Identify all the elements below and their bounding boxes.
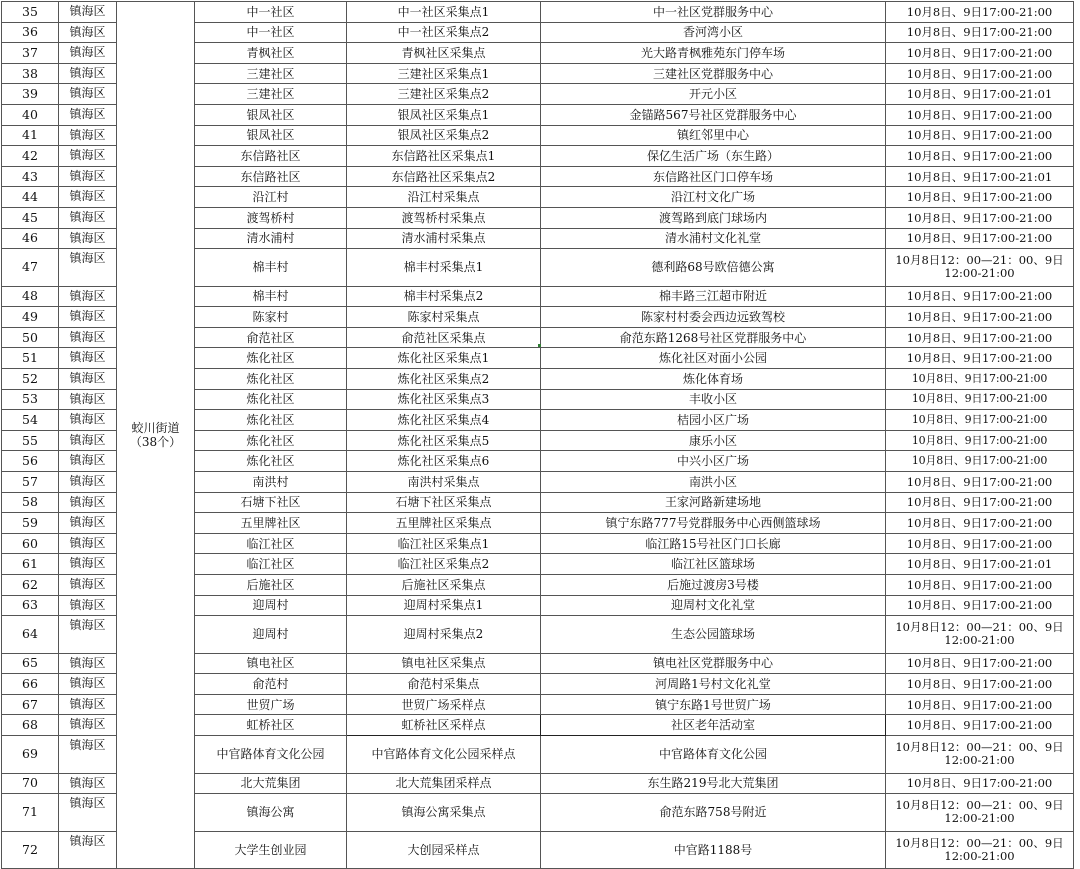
row-number-cell: 38: [2, 63, 59, 84]
district-cell: 镇海区: [59, 430, 117, 451]
row-number-cell: 63: [2, 595, 59, 616]
row-number-cell: 42: [2, 146, 59, 167]
sampling-point-cell: 南洪村采集点: [347, 471, 541, 492]
location-cell: 南洪小区: [541, 471, 886, 492]
time-cell: 10月8日、9日17:00-21:01: [886, 166, 1074, 187]
time-cell: 10月8日12：00—21：00、9日12:00-21:00: [886, 794, 1074, 832]
time-cell: 10月8日、9日17:00-21:00: [886, 715, 1074, 736]
community-cell: 中一社区: [195, 22, 347, 43]
sampling-point-cell: 中一社区采集点1: [347, 2, 541, 23]
time-cell: 10月8日、9日17:00-21:00: [886, 146, 1074, 167]
district-cell: 镇海区: [59, 471, 117, 492]
row-number-cell: 56: [2, 451, 59, 472]
community-cell: 东信路社区: [195, 146, 347, 167]
time-cell: 10月8日、9日17:00-21:00: [886, 43, 1074, 64]
time-cell: 10月8日、9日17:00-21:00: [886, 410, 1074, 431]
district-cell: 镇海区: [59, 228, 117, 249]
district-cell: 镇海区: [59, 166, 117, 187]
location-cell: 镇电社区党群服务中心: [541, 653, 886, 674]
sampling-point-cell: 虹桥社区采样点: [347, 715, 541, 736]
row-number-cell: 57: [2, 471, 59, 492]
community-cell: 棉丰村: [195, 249, 347, 287]
street-name: 蛟川街道: [131, 421, 180, 436]
row-number-cell: 62: [2, 574, 59, 595]
location-cell: 炼化社区对面小公园: [541, 348, 886, 369]
location-cell: 社区老年活动室: [541, 715, 886, 736]
row-number-cell: 59: [2, 513, 59, 534]
row-number-cell: 64: [2, 616, 59, 654]
community-cell: 炼化社区: [195, 389, 347, 410]
district-cell: 镇海区: [59, 207, 117, 228]
sampling-point-cell: 镇海公寓采集点: [347, 794, 541, 832]
location-cell: 镇宁东路777号党群服务中心西侧篮球场: [541, 513, 886, 534]
sampling-point-cell: 世贸广场采样点: [347, 694, 541, 715]
community-cell: 中一社区: [195, 2, 347, 23]
sampling-point-cell: 后施社区采集点: [347, 574, 541, 595]
time-cell: 10月8日、9日17:00-21:00: [886, 653, 1074, 674]
row-number-cell: 61: [2, 554, 59, 575]
community-cell: 俞范社区: [195, 327, 347, 348]
row-number-cell: 52: [2, 369, 59, 390]
sampling-point-cell: 三建社区采集点2: [347, 84, 541, 105]
row-number-cell: 55: [2, 430, 59, 451]
district-cell: 镇海区: [59, 736, 117, 774]
location-cell: 清水浦村文化礼堂: [541, 228, 886, 249]
row-number-cell: 54: [2, 410, 59, 431]
location-cell: 德利路68号欧倍德公寓: [541, 249, 886, 287]
district-cell: 镇海区: [59, 125, 117, 146]
location-cell: 康乐小区: [541, 430, 886, 451]
time-cell: 10月8日、9日17:00-21:00: [886, 595, 1074, 616]
row-number-cell: 60: [2, 533, 59, 554]
district-cell: 镇海区: [59, 63, 117, 84]
district-cell: 镇海区: [59, 616, 117, 654]
location-cell: 镇宁东路1号世贸广场: [541, 694, 886, 715]
district-cell: 镇海区: [59, 43, 117, 64]
row-number-cell: 45: [2, 207, 59, 228]
location-cell: 沿江村文化广场: [541, 187, 886, 208]
sampling-point-cell: 北大荒集团采样点: [347, 773, 541, 794]
location-cell: 棉丰路三江超市附近: [541, 286, 886, 307]
location-cell: 临江路15号社区门口长廊: [541, 533, 886, 554]
sampling-point-cell: 沿江村采集点: [347, 187, 541, 208]
row-number-cell: 72: [2, 831, 59, 869]
community-cell: 虹桥社区: [195, 715, 347, 736]
time-cell: 10月8日、9日17:00-21:00: [886, 574, 1074, 595]
time-cell: 10月8日、9日17:00-21:00: [886, 430, 1074, 451]
sampling-point-cell: 银凤社区采集点1: [347, 104, 541, 125]
location-cell: 光大路青枫雅苑东门停车场: [541, 43, 886, 64]
time-cell: 10月8日、9日17:00-21:00: [886, 773, 1074, 794]
time-cell: 10月8日、9日17:00-21:00: [886, 104, 1074, 125]
sampling-point-cell: 炼化社区采集点2: [347, 369, 541, 390]
community-cell: 俞范村: [195, 674, 347, 695]
location-cell: 王家河路新建场地: [541, 492, 886, 513]
community-cell: 炼化社区: [195, 348, 347, 369]
district-cell: 镇海区: [59, 389, 117, 410]
row-number-cell: 47: [2, 249, 59, 287]
community-cell: 世贸广场: [195, 694, 347, 715]
district-cell: 镇海区: [59, 146, 117, 167]
row-number-cell: 43: [2, 166, 59, 187]
sampling-point-cell: 陈家村采集点: [347, 307, 541, 328]
community-cell: 炼化社区: [195, 430, 347, 451]
location-cell: 桔园小区广场: [541, 410, 886, 431]
sampling-point-cell: 石塘下社区采集点: [347, 492, 541, 513]
sampling-point-cell: 临江社区采集点2: [347, 554, 541, 575]
time-cell: 10月8日、9日17:00-21:00: [886, 451, 1074, 472]
row-number-cell: 36: [2, 22, 59, 43]
community-cell: 镇海公寓: [195, 794, 347, 832]
community-cell: 镇电社区: [195, 653, 347, 674]
location-cell: 三建社区党群服务中心: [541, 63, 886, 84]
location-cell: 后施过渡房3号楼: [541, 574, 886, 595]
location-cell: 俞范东路758号附近: [541, 794, 886, 832]
street-cell: [117, 2, 195, 869]
community-cell: 三建社区: [195, 63, 347, 84]
row-number-cell: 70: [2, 773, 59, 794]
community-cell: 棉丰村: [195, 286, 347, 307]
community-cell: 青枫社区: [195, 43, 347, 64]
community-cell: 清水浦村: [195, 228, 347, 249]
time-cell: 10月8日、9日17:00-21:00: [886, 389, 1074, 410]
time-cell: 10月8日12：00—21：00、9日12:00-21:00: [886, 616, 1074, 654]
sampling-point-cell: 炼化社区采集点3: [347, 389, 541, 410]
community-cell: 迎周村: [195, 595, 347, 616]
location-cell: 香河湾小区: [541, 22, 886, 43]
time-cell: 10月8日、9日17:00-21:00: [886, 327, 1074, 348]
row-number-cell: 50: [2, 327, 59, 348]
time-cell: 10月8日12：00—21：00、9日12:00-21:00: [886, 831, 1074, 869]
sampling-point-cell: 渡驾桥村采集点: [347, 207, 541, 228]
location-cell: 陈家村村委会西边远致驾校: [541, 307, 886, 328]
district-cell: 镇海区: [59, 22, 117, 43]
sampling-point-cell: 清水浦村采集点: [347, 228, 541, 249]
table-row: [2, 2, 1074, 23]
district-cell: 镇海区: [59, 369, 117, 390]
district-cell: 镇海区: [59, 104, 117, 125]
time-cell: 10月8日、9日17:00-21:00: [886, 513, 1074, 534]
time-cell: 10月8日、9日17:00-21:00: [886, 369, 1074, 390]
community-cell: 银凤社区: [195, 104, 347, 125]
sampling-point-cell: 中一社区采集点2: [347, 22, 541, 43]
time-cell: 10月8日、9日17:00-21:00: [886, 492, 1074, 513]
district-cell: 镇海区: [59, 249, 117, 287]
row-number-cell: 65: [2, 653, 59, 674]
sampling-point-cell: 炼化社区采集点1: [347, 348, 541, 369]
location-cell: 俞范东路1268号社区党群服务中心: [541, 327, 886, 348]
time-cell: 10月8日、9日17:00-21:00: [886, 63, 1074, 84]
time-cell: 10月8日、9日17:00-21:00: [886, 228, 1074, 249]
community-cell: 银凤社区: [195, 125, 347, 146]
community-cell: 临江社区: [195, 554, 347, 575]
district-cell: 镇海区: [59, 307, 117, 328]
sampling-point-cell: 炼化社区采集点6: [347, 451, 541, 472]
sampling-points-table: [1, 1, 1074, 869]
community-cell: 大学生创业园: [195, 831, 347, 869]
sampling-point-cell: 银凤社区采集点2: [347, 125, 541, 146]
row-number-cell: 35: [2, 2, 59, 23]
location-cell: 中兴小区广场: [541, 451, 886, 472]
time-cell: 10月8日12：00—21：00、9日12:00-21:00: [886, 736, 1074, 774]
time-cell: 10月8日、9日17:00-21:00: [886, 471, 1074, 492]
sampling-point-cell: 三建社区采集点1: [347, 63, 541, 84]
row-number-cell: 58: [2, 492, 59, 513]
row-number-cell: 40: [2, 104, 59, 125]
row-number-cell: 46: [2, 228, 59, 249]
time-cell: 10月8日、9日17:00-21:01: [886, 84, 1074, 105]
community-cell: 石塘下社区: [195, 492, 347, 513]
row-number-cell: 39: [2, 84, 59, 105]
district-cell: 镇海区: [59, 653, 117, 674]
location-cell: 中一社区党群服务中心: [541, 2, 886, 23]
community-cell: 三建社区: [195, 84, 347, 105]
district-cell: 镇海区: [59, 327, 117, 348]
time-cell: 10月8日、9日17:00-21:00: [886, 22, 1074, 43]
community-cell: 临江社区: [195, 533, 347, 554]
time-cell: 10月8日、9日17:00-21:00: [886, 125, 1074, 146]
location-cell: 中官路体育文化公园: [541, 736, 886, 774]
location-cell: 东信路社区门口停车场: [541, 166, 886, 187]
row-number-cell: 49: [2, 307, 59, 328]
district-cell: 镇海区: [59, 410, 117, 431]
community-cell: 陈家村: [195, 307, 347, 328]
time-cell: 10月8日12：00—21：00、9日12:00-21:00: [886, 249, 1074, 287]
sampling-point-cell: 大创园采样点: [347, 831, 541, 869]
district-cell: 镇海区: [59, 451, 117, 472]
location-cell: 东生路219号北大荒集团: [541, 773, 886, 794]
time-cell: 10月8日、9日17:00-21:01: [886, 554, 1074, 575]
time-cell: 10月8日、9日17:00-21:00: [886, 207, 1074, 228]
row-number-cell: 48: [2, 286, 59, 307]
time-cell: 10月8日、9日17:00-21:00: [886, 348, 1074, 369]
district-cell: 镇海区: [59, 533, 117, 554]
location-cell: 开元小区: [541, 84, 886, 105]
row-number-cell: 67: [2, 694, 59, 715]
district-cell: 镇海区: [59, 831, 117, 869]
district-cell: 镇海区: [59, 84, 117, 105]
community-cell: 中官路体育文化公园: [195, 736, 347, 774]
sampling-point-cell: 东信路社区采集点2: [347, 166, 541, 187]
location-cell: 丰收小区: [541, 389, 886, 410]
district-cell: 镇海区: [59, 554, 117, 575]
district-cell: 镇海区: [59, 674, 117, 695]
sampling-point-cell: 迎周村采集点2: [347, 616, 541, 654]
sampling-point-cell: 迎周村采集点1: [347, 595, 541, 616]
district-cell: 镇海区: [59, 2, 117, 23]
community-cell: 南洪村: [195, 471, 347, 492]
row-number-cell: 53: [2, 389, 59, 410]
community-cell: 炼化社区: [195, 451, 347, 472]
community-cell: 迎周村: [195, 616, 347, 654]
district-cell: 镇海区: [59, 492, 117, 513]
district-cell: 镇海区: [59, 694, 117, 715]
district-cell: 镇海区: [59, 595, 117, 616]
row-number-cell: 69: [2, 736, 59, 774]
row-number-cell: 66: [2, 674, 59, 695]
row-number-cell: 51: [2, 348, 59, 369]
location-cell: 炼化体育场: [541, 369, 886, 390]
sampling-point-cell: 青枫社区采集点: [347, 43, 541, 64]
location-cell: 镇红邻里中心: [541, 125, 886, 146]
street-count: （38个）: [129, 435, 182, 450]
sampling-point-cell: 俞范社区采集点: [347, 327, 541, 348]
location-cell: 临江社区篮球场: [541, 554, 886, 575]
sampling-point-cell: 俞范村采集点: [347, 674, 541, 695]
row-number-cell: 71: [2, 794, 59, 832]
district-cell: 镇海区: [59, 513, 117, 534]
time-cell: 10月8日、9日17:00-21:00: [886, 694, 1074, 715]
district-cell: 镇海区: [59, 715, 117, 736]
district-cell: 镇海区: [59, 773, 117, 794]
district-cell: 镇海区: [59, 286, 117, 307]
time-cell: 10月8日、9日17:00-21:00: [886, 307, 1074, 328]
sampling-point-cell: 炼化社区采集点4: [347, 410, 541, 431]
district-cell: 镇海区: [59, 794, 117, 832]
community-cell: 炼化社区: [195, 369, 347, 390]
location-cell: 渡驾路到底门球场内: [541, 207, 886, 228]
community-cell: 东信路社区: [195, 166, 347, 187]
sampling-point-cell: 棉丰村采集点1: [347, 249, 541, 287]
row-number-cell: 44: [2, 187, 59, 208]
community-cell: 渡驾桥村: [195, 207, 347, 228]
community-cell: 五里牌社区: [195, 513, 347, 534]
sampling-point-cell: 镇电社区采集点: [347, 653, 541, 674]
sampling-point-cell: 炼化社区采集点5: [347, 430, 541, 451]
community-cell: 炼化社区: [195, 410, 347, 431]
time-cell: 10月8日、9日17:00-21:00: [886, 286, 1074, 307]
row-number-cell: 37: [2, 43, 59, 64]
time-cell: 10月8日、9日17:00-21:00: [886, 2, 1074, 23]
district-cell: 镇海区: [59, 574, 117, 595]
sampling-point-cell: 五里牌社区采集点: [347, 513, 541, 534]
community-cell: 后施社区: [195, 574, 347, 595]
location-cell: 保亿生活广场（东生路）: [541, 146, 886, 167]
location-cell: 河周路1号村文化礼堂: [541, 674, 886, 695]
time-cell: 10月8日、9日17:00-21:00: [886, 674, 1074, 695]
sampling-point-cell: 中官路体育文化公园采样点: [347, 736, 541, 774]
sampling-point-cell: 棉丰村采集点2: [347, 286, 541, 307]
sampling-point-cell: 临江社区采集点1: [347, 533, 541, 554]
row-number-cell: 68: [2, 715, 59, 736]
location-cell: 中官路1188号: [541, 831, 886, 869]
district-cell: 镇海区: [59, 348, 117, 369]
sampling-point-cell: 东信路社区采集点1: [347, 146, 541, 167]
location-cell: 迎周村文化礼堂: [541, 595, 886, 616]
green-mark: [538, 344, 541, 347]
row-number-cell: 41: [2, 125, 59, 146]
time-cell: 10月8日、9日17:00-21:00: [886, 187, 1074, 208]
community-cell: 北大荒集团: [195, 773, 347, 794]
district-cell: 镇海区: [59, 187, 117, 208]
location-cell: 生态公园篮球场: [541, 616, 886, 654]
community-cell: 沿江村: [195, 187, 347, 208]
location-cell: 金锚路567号社区党群服务中心: [541, 104, 886, 125]
time-cell: 10月8日、9日17:00-21:00: [886, 533, 1074, 554]
